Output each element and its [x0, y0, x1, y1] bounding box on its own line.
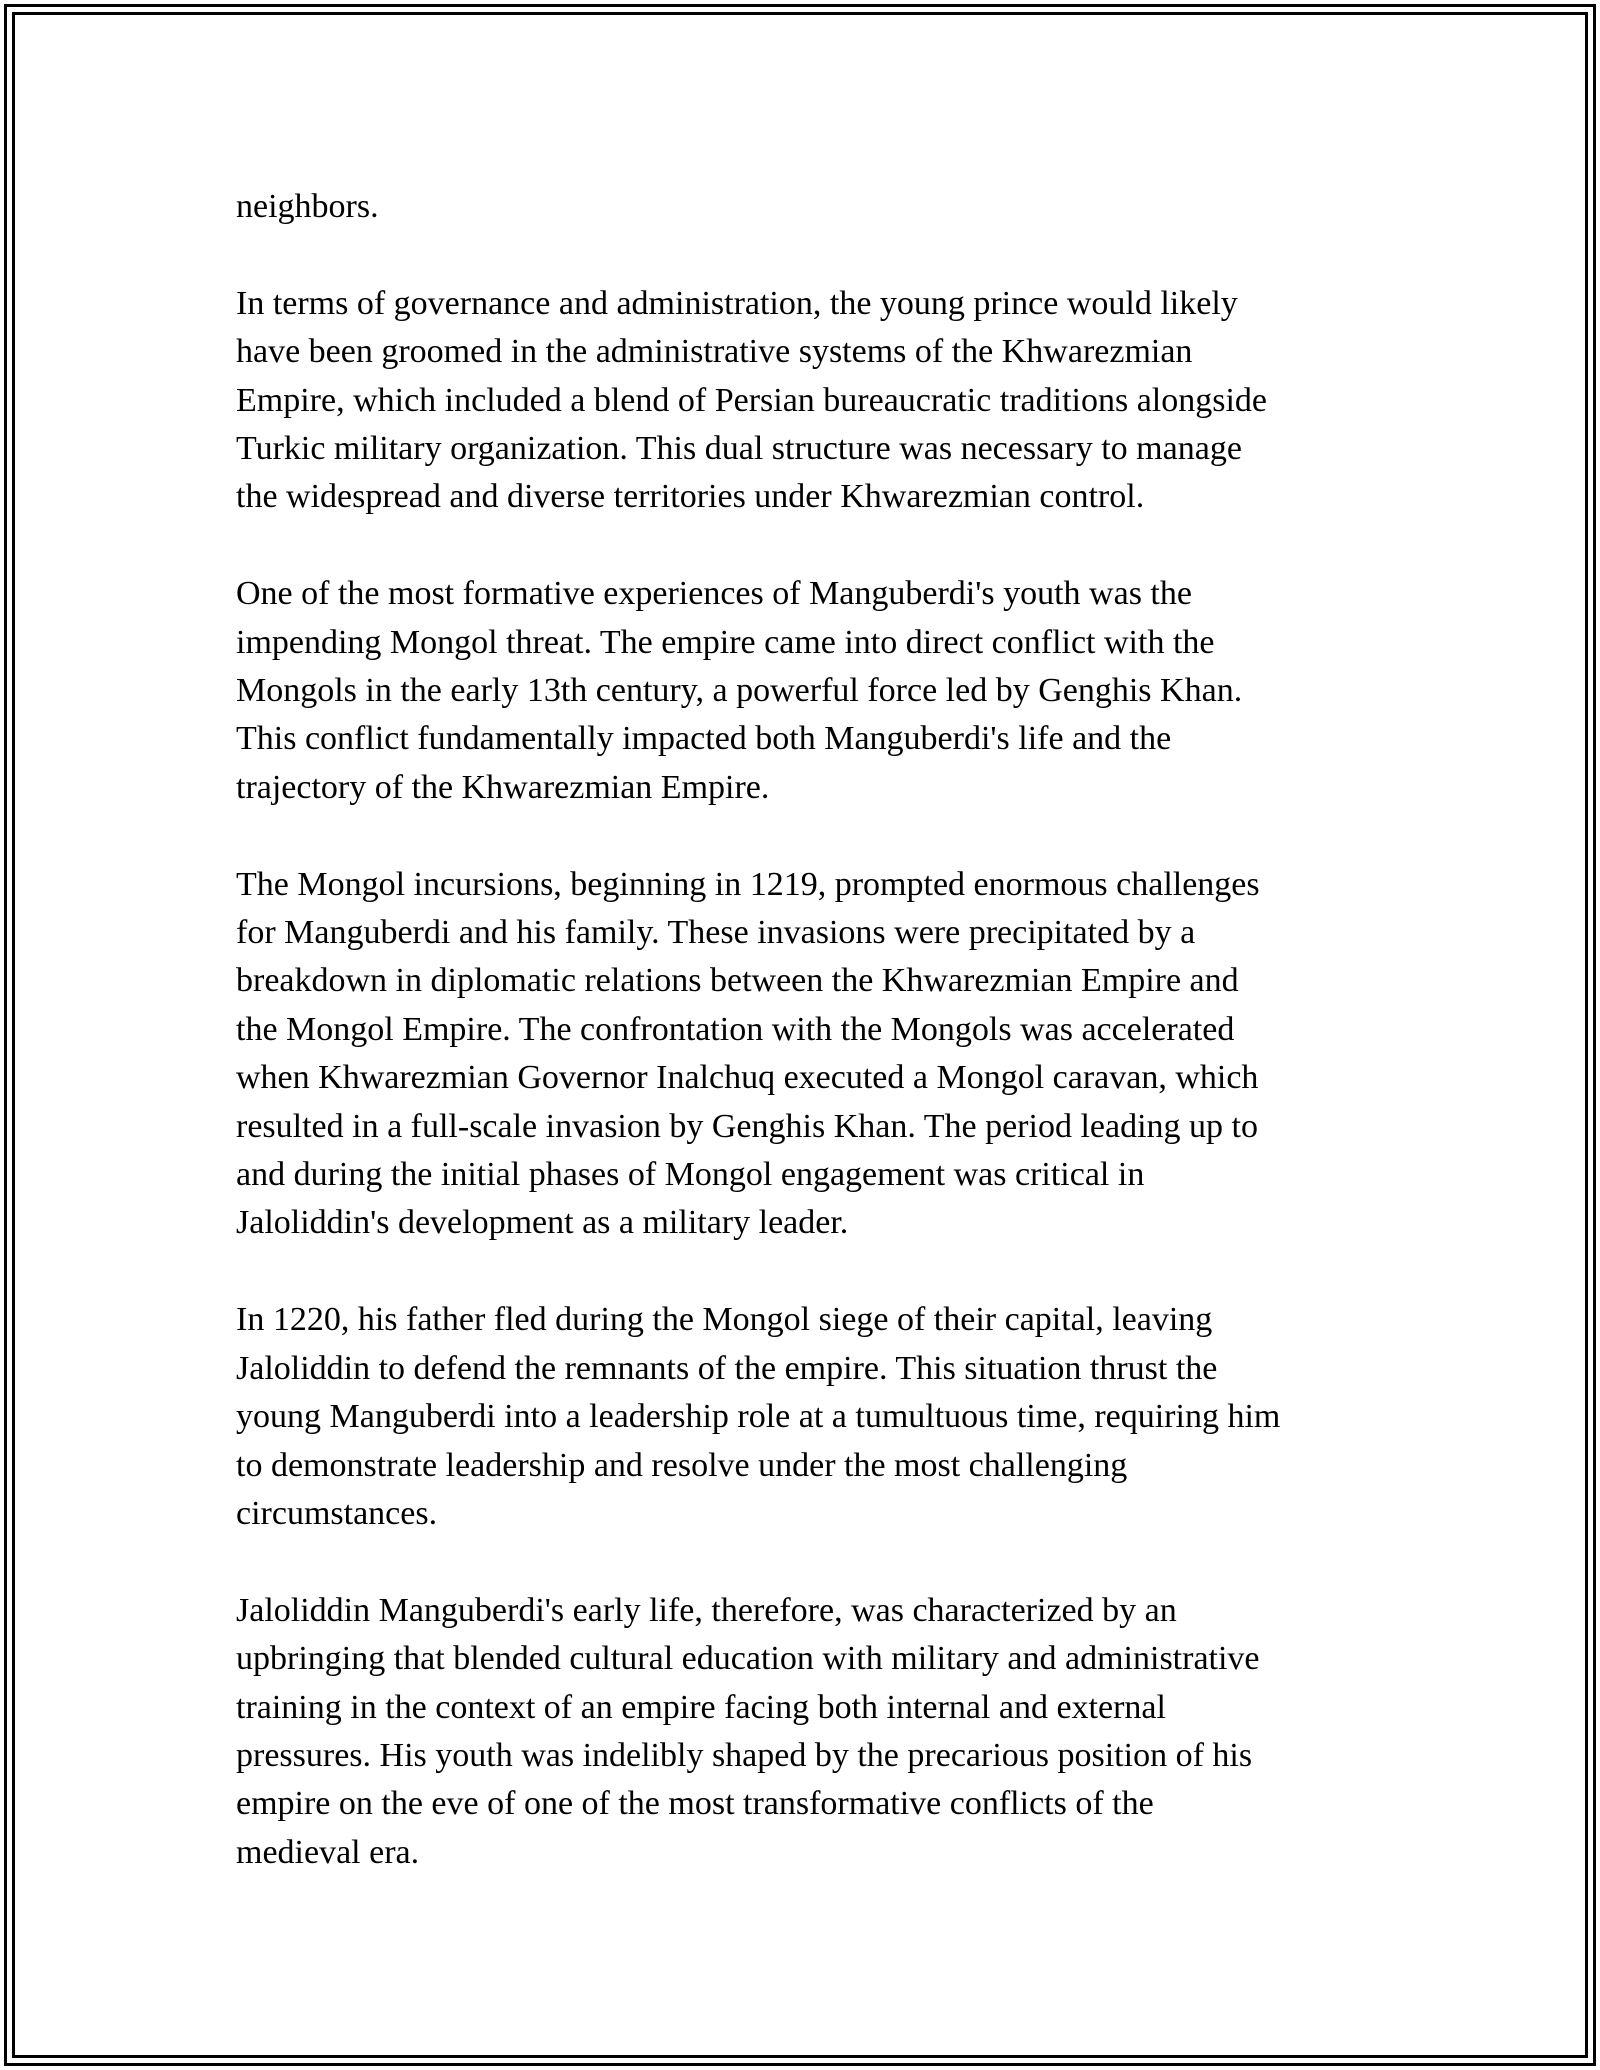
text-line: young Manguberdi into a leadership role at a tumultuous time, requiring him — [236, 1398, 1281, 1436]
paragraph-1 — [236, 183, 1366, 231]
paragraph-4 — [236, 861, 1366, 1248]
text-line: for Manguberdi and his family. These invasions were precipitated by a — [236, 914, 1196, 952]
text-line: neighbors. — [236, 188, 379, 225]
text-line: Jaloliddin to defend the remnants of the empire. This situation thrust the — [236, 1349, 1218, 1387]
paragraph-3 — [236, 570, 1366, 812]
text-line: Mongols in the early 13th century, a powerful force led by Genghis Khan. — [236, 672, 1243, 710]
text-line: The Mongol incursions, beginning in 1219, prompted enormous challenges — [236, 865, 1260, 903]
paragraph-5 — [236, 1296, 1366, 1538]
text-line: In terms of governance and administration, the young prince would likely — [236, 284, 1238, 322]
text-line: training in the context of an empire facing both internal and external — [236, 1688, 1166, 1726]
text-line: One of the most formative experiences of Manguberdi's youth was the — [236, 575, 1192, 613]
text-line: upbringing that blended cultural education with military and administrative — [236, 1640, 1260, 1678]
document-body — [236, 183, 1366, 1877]
text-line: In 1220, his father fled during the Mongol siege of their capital, leaving — [236, 1301, 1213, 1339]
text-line: trajectory of the Khwarezmian Empire. — [236, 768, 770, 806]
text-line: Jaloliddin's development as a military leader. — [236, 1204, 849, 1242]
text-line: breakdown in diplomatic relations between the Khwarezmian Empire and — [236, 962, 1239, 1000]
text-line: resulted in a full-scale invasion by Genghis Khan. The period leading up to — [236, 1107, 1258, 1145]
text-line: the widespread and diverse territories under Khwarezmian control. — [236, 478, 1145, 516]
text-line: pressures. His youth was indelibly shaped by the precarious position of his — [236, 1736, 1253, 1774]
text-line: Empire, which included a blend of Persian bureaucratic traditions alongside — [236, 381, 1268, 419]
text-line: the Mongol Empire. The confrontation with the Mongols was accelerated — [236, 1010, 1235, 1048]
paragraph-2 — [236, 280, 1366, 522]
text-line: empire on the eve of one of the most transformative conflicts of the — [236, 1785, 1154, 1823]
text-line: when Khwarezmian Governor Inalchuq executed a Mongol caravan, which — [236, 1059, 1259, 1097]
text-line: and during the initial phases of Mongol engagement was critical in — [236, 1156, 1145, 1194]
text-line: Jaloliddin Manguberdi's early life, therefore, was characterized by an — [236, 1591, 1177, 1629]
text-line: circumstances. — [236, 1494, 438, 1532]
text-line: to demonstrate leadership and resolve under the most challenging — [236, 1446, 1128, 1484]
text-line: medieval era. — [236, 1833, 420, 1871]
paragraph-6 — [236, 1587, 1366, 1877]
text-line: have been groomed in the administrative systems of the Khwarezmian — [236, 333, 1193, 371]
text-line: Turkic military organization. This dual structure was necessary to manage — [236, 430, 1242, 468]
text-line: This conflict fundamentally impacted both Manguberdi's life and the — [236, 720, 1172, 758]
text-line: impending Mongol threat. The empire came into direct conflict with the — [236, 623, 1215, 661]
